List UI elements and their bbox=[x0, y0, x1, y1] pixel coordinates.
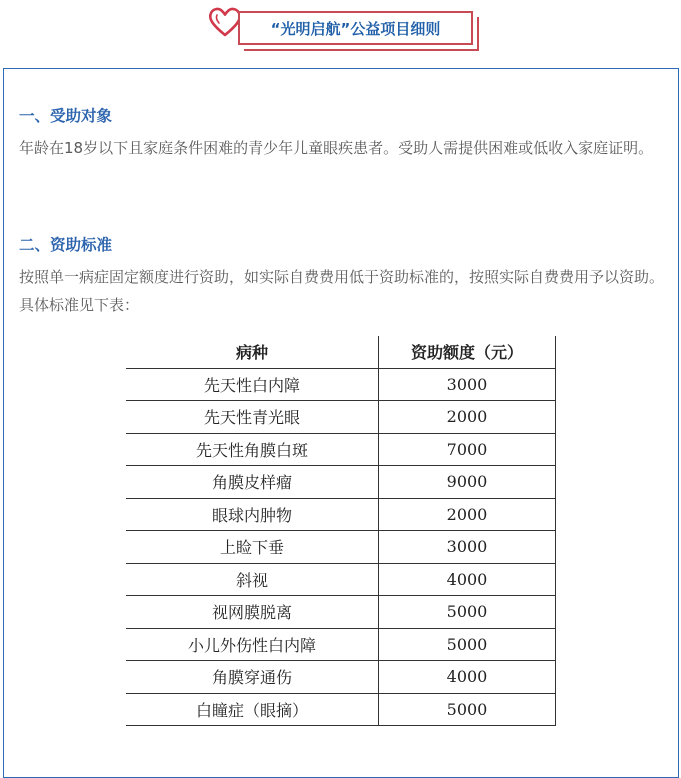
disease-cell: 角膜穿通伤 bbox=[126, 661, 379, 694]
column-header-disease: 病种 bbox=[126, 336, 379, 368]
disease-cell: 先天性青光眼 bbox=[126, 401, 379, 434]
table-row bbox=[126, 531, 556, 564]
table-row bbox=[126, 563, 556, 596]
amount-cell: 5000 bbox=[379, 693, 556, 726]
column-header-amount: 资助额度（元） bbox=[379, 336, 556, 368]
amount-cell: 3000 bbox=[379, 368, 556, 401]
section-title-recipients: 一、受助对象 bbox=[19, 107, 113, 125]
amount-cell: 4000 bbox=[379, 661, 556, 694]
header bbox=[0, 0, 681, 50]
disease-cell: 角膜皮样瘤 bbox=[126, 466, 379, 499]
table-row bbox=[126, 596, 556, 629]
subsidy-table bbox=[126, 336, 556, 726]
disease-cell: 小儿外伤性白内障 bbox=[126, 628, 379, 661]
disease-cell: 斜视 bbox=[126, 563, 379, 596]
disease-cell: 眼球内肿物 bbox=[126, 498, 379, 531]
amount-cell: 4000 bbox=[379, 563, 556, 596]
disease-cell: 先天性白内障 bbox=[126, 368, 379, 401]
amount-cell: 2000 bbox=[379, 401, 556, 434]
section-text-standard: 按照单一病症固定额度进行资助，如实际自费费用低于资助标准的，按照实际自费费用予以资助。具体标准见下表： bbox=[19, 268, 665, 314]
table-row bbox=[126, 693, 556, 726]
amount-cell: 3000 bbox=[379, 531, 556, 564]
section-text-recipients: 年龄在18岁以下且家庭条件困难的青少年儿童眼疾患者。受助人需提供困难或低收入家庭证明。 bbox=[19, 139, 654, 157]
table-row bbox=[126, 433, 556, 466]
amount-cell: 5000 bbox=[379, 628, 556, 661]
table-row bbox=[126, 628, 556, 661]
table-row bbox=[126, 661, 556, 694]
table-row bbox=[126, 498, 556, 531]
heart-icon bbox=[208, 6, 242, 38]
table-row bbox=[126, 466, 556, 499]
page-title: “光明启航”公益项目细则 bbox=[238, 11, 473, 45]
amount-cell: 2000 bbox=[379, 498, 556, 531]
disease-cell: 先天性角膜白斑 bbox=[126, 433, 379, 466]
disease-cell: 视网膜脱离 bbox=[126, 596, 379, 629]
table-row bbox=[126, 401, 556, 434]
section-title-standard: 二、资助标准 bbox=[19, 236, 113, 254]
table-row bbox=[126, 368, 556, 401]
amount-cell: 9000 bbox=[379, 466, 556, 499]
disease-cell: 上睑下垂 bbox=[126, 531, 379, 564]
amount-cell: 5000 bbox=[379, 596, 556, 629]
amount-cell: 7000 bbox=[379, 433, 556, 466]
table-header-row bbox=[126, 336, 556, 368]
disease-cell: 白瞳症（眼摘） bbox=[126, 693, 379, 726]
